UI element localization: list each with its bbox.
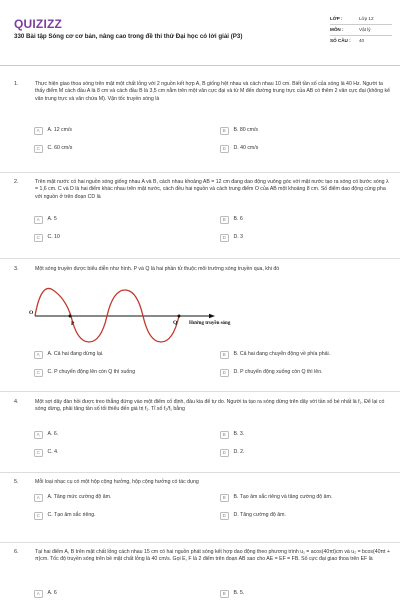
worksheet-meta [330,14,392,47]
question-number: 1. [14,81,19,87]
option-letter: B [220,216,229,225]
answer-options [34,489,386,525]
option-text: C. P chuyển động lên còn Q thì xuống [47,369,136,376]
option-b[interactable] [220,127,386,136]
answer-options [34,211,386,247]
option-row [34,122,386,140]
option-text: C. 4. [47,449,59,456]
answer-options [34,346,386,382]
option-text: A. 6 [47,590,57,597]
option-row [34,346,386,364]
option-text: B. Cả hai đang chuyển động về phía phải. [233,351,331,358]
option-letter: A [34,590,43,599]
question-text: Trên mặt nước có hai nguồn sóng giống nhau A và B, cách nhau khoảng AB = 12 cm đang dao động vuông góc với mặt nước tạo ra sóng có bước sóng λ = 1,6 cm. C và D là hai điểm khác nhau trên mặt nước, cách đều hai nguồn và cách trung điểm O của AB một khoảng 8 cm. Số điểm dao động cùng pha với nguồn ở trên đoạn CD là [35,179,389,200]
option-text: B. 6 [233,216,243,223]
option-text: B. Tạo âm sắc riêng và tăng cường độ âm. [233,494,333,501]
page-title: 330 Bài tập Sóng cơ cơ bản, nâng cao trong đề thi thử Đại học có lời giải (P3) [14,33,243,40]
option-letter: D [220,449,229,458]
meta-label: LỚP : [330,15,343,21]
option-letter: B [220,494,229,503]
option-b[interactable] [220,216,386,225]
option-text: D. 3 [233,234,244,241]
option-text: B. 5. [233,590,245,597]
option-text: A. 12 cm/s [47,127,73,134]
option-d[interactable] [220,369,386,378]
wave-curve [35,288,179,342]
option-letter: B [220,351,229,360]
answer-options [34,585,386,603]
question-text: Tại hai điểm A, B trên mặt chất lỏng cách nhau 15 cm có hai nguồn phát sóng kết hợp dao động theo phương trình u₁ = acos(40πt)cm và u₂ = bcos(40πt + π)cm. Tốc độ truyền sóng trên bề mặt chất lỏng là 40 cm/s. Gọi E, F là 2 điểm trên đoạn AB sao cho AE = EF = FB. Số cực đại giao thoa trên EF là [35,549,390,563]
meta-row-count [330,36,392,47]
option-b[interactable] [220,431,386,440]
option-d[interactable] [220,145,386,154]
option-row [34,444,386,462]
option-row [34,140,386,158]
option-row [34,585,386,603]
option-text: D. 2. [233,449,245,456]
question-4 [14,399,390,475]
option-b[interactable] [220,494,386,503]
option-a[interactable] [34,494,200,503]
answer-options [34,122,386,158]
option-letter: C [34,449,43,458]
option-row [34,211,386,229]
option-letter: A [34,216,43,225]
option-letter: B [220,590,229,599]
option-row [34,489,386,507]
option-a[interactable] [34,431,200,440]
option-text: A. 5 [47,216,57,223]
worksheet-header [0,0,400,62]
question-2 [14,179,390,263]
option-text: A. 6. [47,431,59,438]
option-letter: D [220,512,229,521]
meta-label: SỐ CÂU : [330,38,351,44]
question-text: Thực hiện giao thoa sóng trên mặt một chất lỏng với 2 nguồn kết hợp A, B giống hệt nhau và cách nhau 10 cm. Biết tần số của sóng là 40 Hz. Người ta thấy điểm M cách đầu A là 8 cm và cách đầu B là 3,5 cm nằm trên một vân cực đại và từ M đến đường trung trực của AB có thêm 2 vân cực đại (không kể vân trung trực và vân chứa M). Vận tốc truyền sóng là [35,81,390,102]
option-row [34,229,386,247]
option-b[interactable] [220,590,386,599]
option-letter: D [220,234,229,243]
option-text: D. Tăng cường độ âm. [233,512,286,519]
meta-value: Vật lý [359,26,371,32]
question-text: Một sợi dây đàn hồi được treo thẳng đứng vào một điểm cố định, đầu kia để tự do. Người ta tạo ra sóng dừng trên dây với tần số bé nhất là f₁. Để lại có sóng dừng, phải tăng tần số tối thiểu đến giá trị f₂. Tỉ số f₂/f₁ bằng [35,399,385,413]
question-5 [14,479,390,545]
question-6 [14,549,390,600]
option-text: C. 60 cm/s [47,145,73,152]
option-c[interactable] [34,512,200,521]
option-letter: A [34,351,43,360]
header-divider [0,65,400,66]
option-text: B. 3. [233,431,245,438]
option-letter: A [34,431,43,440]
option-c[interactable] [34,369,200,378]
question-number: 2. [14,179,19,185]
question-number: 3. [14,266,19,272]
question-number: 5. [14,479,19,485]
label-q: Q [173,320,178,326]
meta-row-class [330,14,392,25]
label-o: O [29,310,34,316]
meta-label: MÔN : [330,26,344,32]
option-text: D. P chuyển động xuống còn Q thì lên. [233,369,323,376]
option-text: B. 80 cm/s [233,127,259,134]
wave-figure [29,280,231,336]
question-text: Mỗi loại nhạc cụ có một hộp cộng hưởng, hộp cộng hưởng có tác dụng [35,479,199,485]
option-letter: D [220,145,229,154]
option-d[interactable] [220,512,386,521]
question-text: Một sóng truyền được biểu diễn như hình. P và Q là hai phần tử thuộc môi trường sóng truyền qua, khi đó [35,266,280,272]
option-letter: C [34,512,43,521]
option-b[interactable] [220,351,386,360]
option-letter: D [220,369,229,378]
option-letter: C [34,369,43,378]
option-row [34,426,386,444]
figure-caption: Hướng truyền sóng [189,321,231,326]
question-number: 4. [14,399,19,405]
meta-value: 40 [359,38,365,44]
option-a[interactable] [34,351,200,360]
option-c[interactable] [34,449,200,458]
question-divider [0,172,400,173]
option-text: C. 10 [47,234,60,241]
option-letter: A [34,494,43,503]
option-row [34,507,386,525]
question-number: 6. [14,549,19,555]
option-letter: C [34,234,43,243]
option-text: A. Tăng mức cường độ âm. [47,494,112,501]
option-letter: A [34,127,43,136]
option-a[interactable] [34,127,200,136]
option-c[interactable] [34,145,200,154]
option-d[interactable] [220,234,386,243]
option-text: A. Cả hai đang dừng lại. [47,351,104,358]
option-text: C. Tạo âm sắc riêng. [47,512,96,519]
question-divider [0,258,400,259]
option-a[interactable] [34,216,200,225]
option-letter: B [220,431,229,440]
point-q-marker [178,315,181,318]
option-c[interactable] [34,234,200,243]
question-divider [0,391,400,392]
question-divider [0,472,400,473]
question-divider [0,542,400,543]
option-row [34,364,386,382]
point-p-marker [69,315,72,318]
quizizz-logo: QUIZIZZ [14,17,63,31]
meta-row-subject [330,25,392,36]
option-letter: B [220,127,229,136]
meta-value: Lớp 12 [359,15,374,21]
answer-options [34,426,386,462]
option-d[interactable] [220,449,386,458]
question-1 [14,81,390,176]
option-a[interactable] [34,590,200,599]
label-p: P [71,321,75,327]
option-letter: C [34,145,43,154]
arrow-head [209,314,215,318]
option-text: D. 40 cm/s [233,145,259,152]
